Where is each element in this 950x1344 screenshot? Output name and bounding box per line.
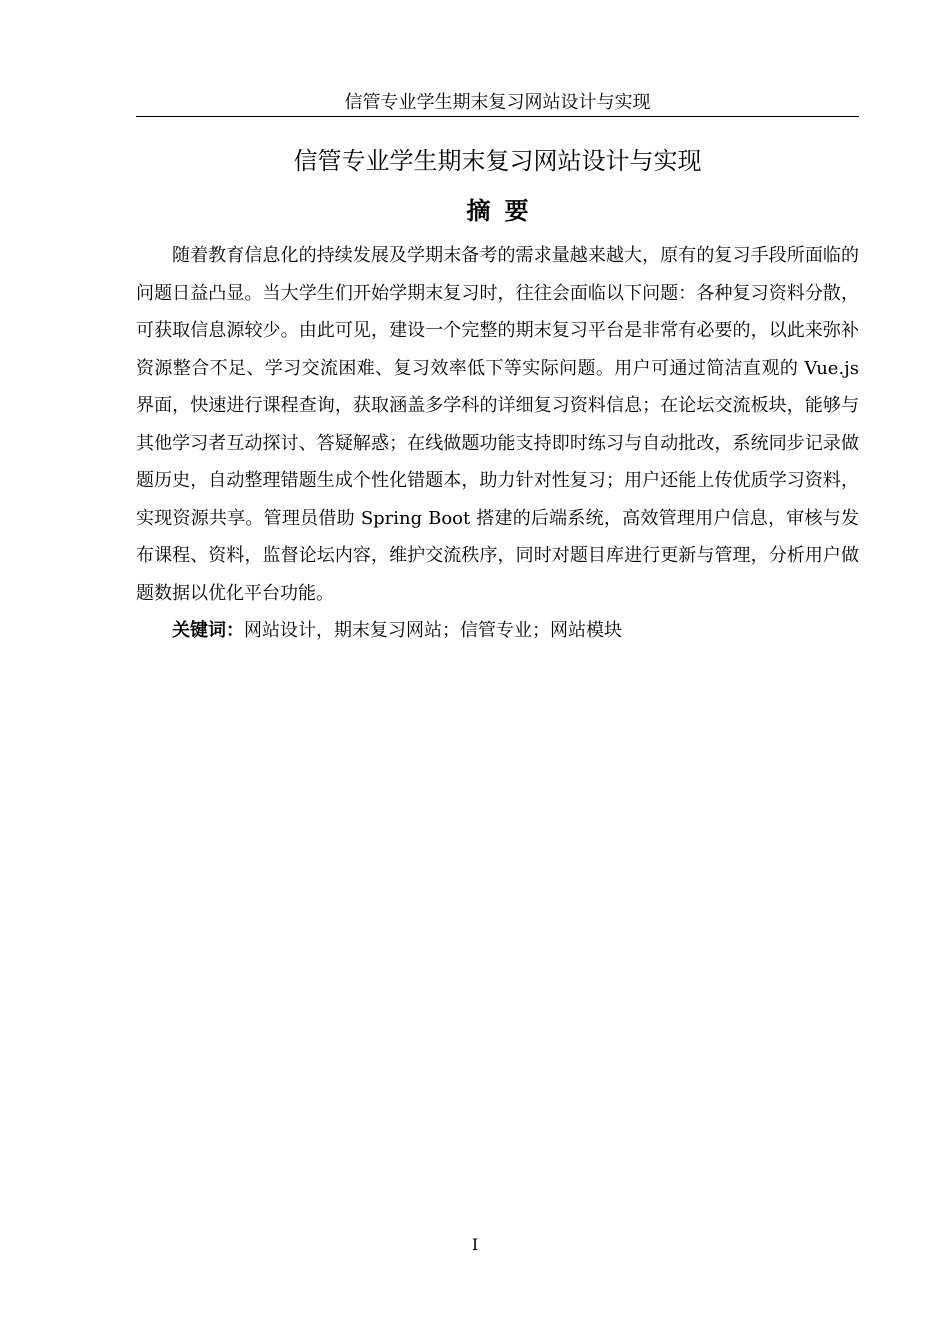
- page-number: I: [471, 1235, 479, 1254]
- keywords-line: [172, 612, 859, 650]
- page-title: 信管专业学生期末复习网站设计与实现: [293, 147, 702, 175]
- running-header: 信管专业学生期末复习网站设计与实现: [344, 92, 651, 113]
- abstract-heading: 摘要: [466, 197, 543, 225]
- header-rule: [136, 116, 859, 117]
- keywords-label: 关键词：: [172, 620, 244, 641]
- keywords-text: 网站设计，期末复习网站；信管专业；网站模块: [244, 620, 622, 641]
- abstract-body: 随着教育信息化的持续发展及学期末备考的需求量越来越大，原有的复习手段所面临的问题日益凸显。当大学生们开始学期末复习时，往往会面临以下问题：各种复习资料分散，可获取信息源较少。由此可见，建设一个完整的期末复习平台是非常有必要的，以此来弥补资源整合不足、学习交流困难、复习效率低下等实际问题。用户可通过简洁直观的 Vue.js 界面，快速进行课程查询，获取涵盖多学科的详细复习资料信息；在论坛交流板块，能够与其他学习者互动探讨、答疑解惑；在线做题功能支持即时练习与自动批改，系统同步记录做题历史，自动整理错题生成个性化错题本，助力针对性复习；用户还能上传优质学习资料，实现资源共享。管理员借助 Spring Boot 搭建的后端系统，高效管理用户信息，审核与发布课程、资料，监督论坛内容，维护交流秩序，同时对题目库进行更新与管理，分析用户做题数据以优化平台功能。: [136, 245, 859, 604]
